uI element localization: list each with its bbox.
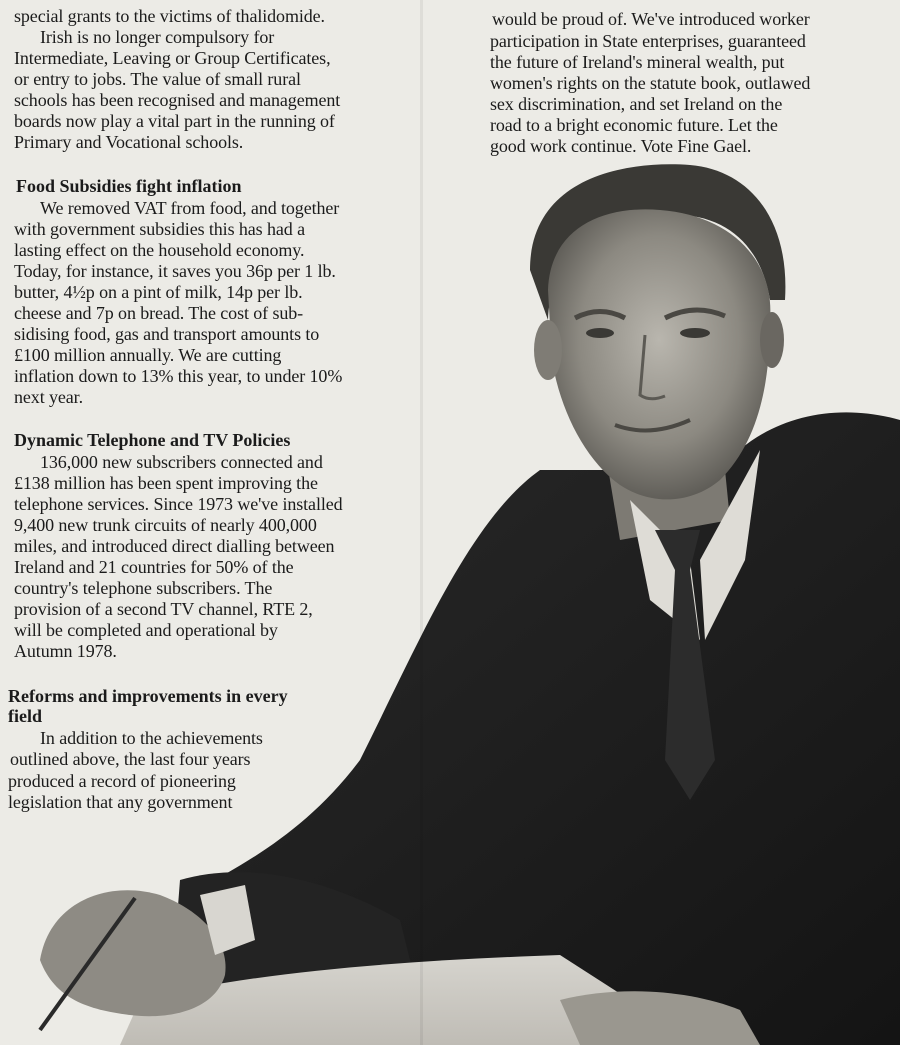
- text-line: country's telephone subscribers. The: [14, 578, 273, 598]
- text-line: 136,000 new subscribers connected and: [40, 452, 323, 472]
- text-line: miles, and introduced direct dialling between: [14, 536, 335, 556]
- text-line: £100 million annually. We are cutting: [14, 345, 282, 365]
- text-line: legislation that any government: [8, 792, 233, 812]
- text-line: sidising food, gas and transport amounts to: [14, 324, 320, 344]
- text-line: Primary and Vocational schools.: [14, 132, 244, 152]
- text-line: good work continue. Vote Fine Gael.: [490, 136, 752, 156]
- heading-line: field: [8, 706, 42, 726]
- text-line: schools has been recognised and management: [14, 90, 341, 110]
- text-line: road to a bright economic future. Let the: [490, 115, 778, 135]
- text-line: In addition to the achievements: [40, 728, 263, 748]
- text-line: Intermediate, Leaving or Group Certificates,: [14, 48, 331, 68]
- text-line: will be completed and operational by: [14, 620, 278, 640]
- text-line: cheese and 7p on bread. The cost of sub-: [14, 303, 304, 323]
- text-line: women's rights on the statute book, outlawed: [490, 73, 811, 93]
- text-line: sex discrimination, and set Ireland on the: [490, 94, 783, 114]
- text-line: produced a record of pioneering: [8, 771, 236, 791]
- text-line: £138 million has been spent improving the: [14, 473, 318, 493]
- text-line: would be proud of. We've introduced worker: [492, 9, 810, 29]
- text-line: inflation down to 13% this year, to under 10%: [14, 366, 343, 386]
- text-line: or entry to jobs. The value of small rural: [14, 69, 301, 89]
- text-line: butter, 4½p on a pint of milk, 14p per lb.: [14, 282, 303, 302]
- telephone-tv-heading: Dynamic Telephone and TV Policies: [14, 430, 291, 450]
- text-line: Autumn 1978.: [14, 641, 117, 661]
- text-line: boards now play a vital part in the running of: [14, 111, 335, 131]
- text-line: provision of a second TV channel, RTE 2,: [14, 599, 313, 619]
- text-line: lasting effect on the household economy.: [14, 240, 305, 260]
- text-line: special grants to the victims of thalidomide.: [14, 6, 325, 26]
- text-line: next year.: [14, 387, 83, 407]
- food-subsidies-heading: Food Subsidies fight inflation: [16, 176, 242, 196]
- text-line: Ireland and 21 countries for 50% of the: [14, 557, 294, 577]
- text-line: 9,400 new trunk circuits of nearly 400,000: [14, 515, 317, 535]
- text-line: Irish is no longer compulsory for: [40, 27, 275, 47]
- text-line: Today, for instance, it saves you 36p per 1 lb.: [14, 261, 336, 281]
- fold-crease: [420, 0, 423, 1045]
- text-line: the future of Ireland's mineral wealth, put: [490, 52, 785, 72]
- text-line: participation in State enterprises, guaranteed: [490, 31, 806, 51]
- text-line: We removed VAT from food, and together: [40, 198, 340, 218]
- text-line: with government subsidies this has had a: [14, 219, 305, 239]
- text-line: outlined above, the last four years: [10, 749, 251, 769]
- heading-line: Reforms and improvements in every: [8, 686, 288, 706]
- text-line: telephone services. Since 1973 we've installed: [14, 494, 343, 514]
